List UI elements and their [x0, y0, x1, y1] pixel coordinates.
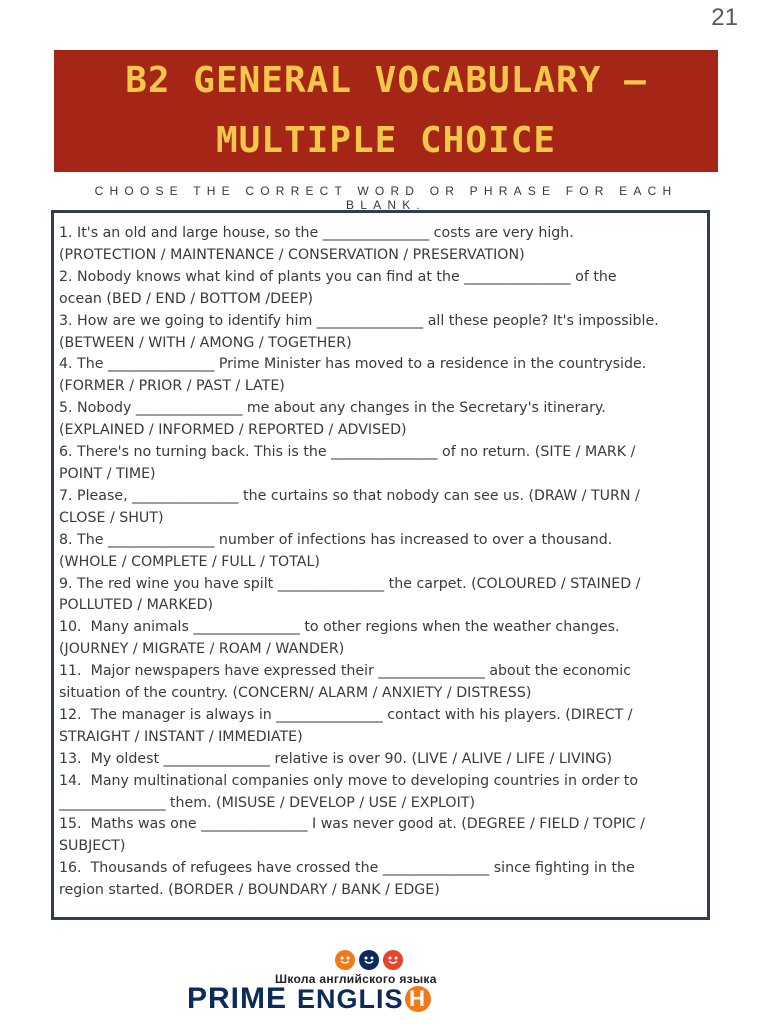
question-line: 2. Nobody knows what kind of plants you can find at the _______________ of the	[59, 268, 617, 285]
page-number: 21	[711, 4, 738, 31]
question-line: 5. Nobody _______________ me about any changes in the Secretary's itinerary.	[59, 400, 606, 417]
question-line: _______________ them. (MISUSE / DEVELOP / USE / EXPLOIT)	[59, 794, 475, 811]
question-line: 4. The _______________ Prime Minister has moved to a residence in the countryside.	[59, 356, 647, 373]
title-line-2: MULTIPLE CHOICE	[215, 120, 557, 161]
instruction-text: CHOOSE THE CORRECT WORD OR PHRASE FOR EACH BLANK.	[94, 184, 678, 212]
logo-faces	[335, 950, 403, 970]
navy-face-icon	[359, 950, 379, 970]
question-line: 6. There's no turning back. This is the _______________ of no return. (SITE / MARK /	[59, 444, 636, 461]
question-line: 3. How are we going to identify him _______________ all these people? It's impossible.	[59, 312, 659, 329]
question-line: STRAIGHT / INSTANT / IMMEDIATE)	[59, 728, 303, 745]
question-line: (JOURNEY / MIGRATE / ROAM / WANDER)	[59, 641, 345, 658]
question-line: 14. Many multinational companies only move to developing countries in order to	[59, 772, 639, 789]
prime-english-logo	[187, 946, 587, 1016]
question-line: (WHOLE / COMPLETE / FULL / TOTAL)	[59, 553, 320, 570]
brand-h-badge: H	[405, 986, 431, 1012]
question-line: ocean (BED / END / BOTTOM /DEEP)	[59, 290, 314, 307]
question-line: region started. (BORDER / BOUNDARY / BANK / EDGE)	[59, 882, 440, 899]
brand-prime: PRIME	[187, 982, 288, 1015]
question-line: 13. My oldest _______________ relative is over 90. (LIVE / ALIVE / LIFE / LIVING)	[59, 750, 613, 767]
question-line: (EXPLAINED / INFORMED / REPORTED / ADVISED)	[59, 422, 407, 439]
title-line-1: B2 GENERAL VOCABULARY –	[125, 60, 647, 101]
question-line: 12. The manager is always in _______________ contact with his players. (DIRECT /	[59, 706, 633, 723]
red-face-icon	[383, 950, 403, 970]
brand-wordmark	[187, 982, 431, 1016]
brand-english: ENGLIS	[297, 984, 404, 1014]
question-line: SUBJECT)	[59, 838, 126, 855]
question-line: POINT / TIME)	[59, 465, 156, 482]
question-line: CLOSE / SHUT)	[59, 509, 164, 526]
question-line: 9. The red wine you have spilt _______________ the carpet. (COLOURED / STAINED /	[59, 575, 641, 592]
question-line: 15. Maths was one _______________ I was never good at. (DEGREE / FIELD / TOPIC /	[59, 816, 645, 833]
question-line: 7. Please, _______________ the curtains so that nobody can see us. (DRAW / TURN /	[59, 487, 640, 504]
orange-face-icon	[335, 950, 355, 970]
school-name: Школа английского языка	[275, 972, 437, 986]
title-banner	[54, 50, 718, 172]
question-line: (FORMER / PRIOR / PAST / LATE)	[59, 378, 285, 395]
question-line: 10. Many animals _______________ to other regions when the weather changes.	[59, 619, 620, 636]
question-line: 1. It's an old and large house, so the _______________ costs are very high.	[59, 225, 574, 241]
question-line: 8. The _______________ number of infections has increased to over a thousand.	[59, 531, 613, 548]
questions-list	[59, 223, 705, 902]
question-line: 16. Thousands of refugees have crossed the _______________ since fighting in the	[59, 860, 635, 877]
question-line: 11. Major newspapers have expressed their _______________ about the economic	[59, 663, 632, 680]
question-line: (BETWEEN / WITH / AMONG / TOGETHER)	[59, 334, 352, 351]
question-line: (PROTECTION / MAINTENANCE / CONSERVATION / PRESERVATION)	[59, 246, 525, 263]
question-line: situation of the country. (CONCERN/ ALARM / ANXIETY / DISTRESS)	[59, 685, 532, 702]
question-line: POLLUTED / MARKED)	[59, 597, 214, 614]
